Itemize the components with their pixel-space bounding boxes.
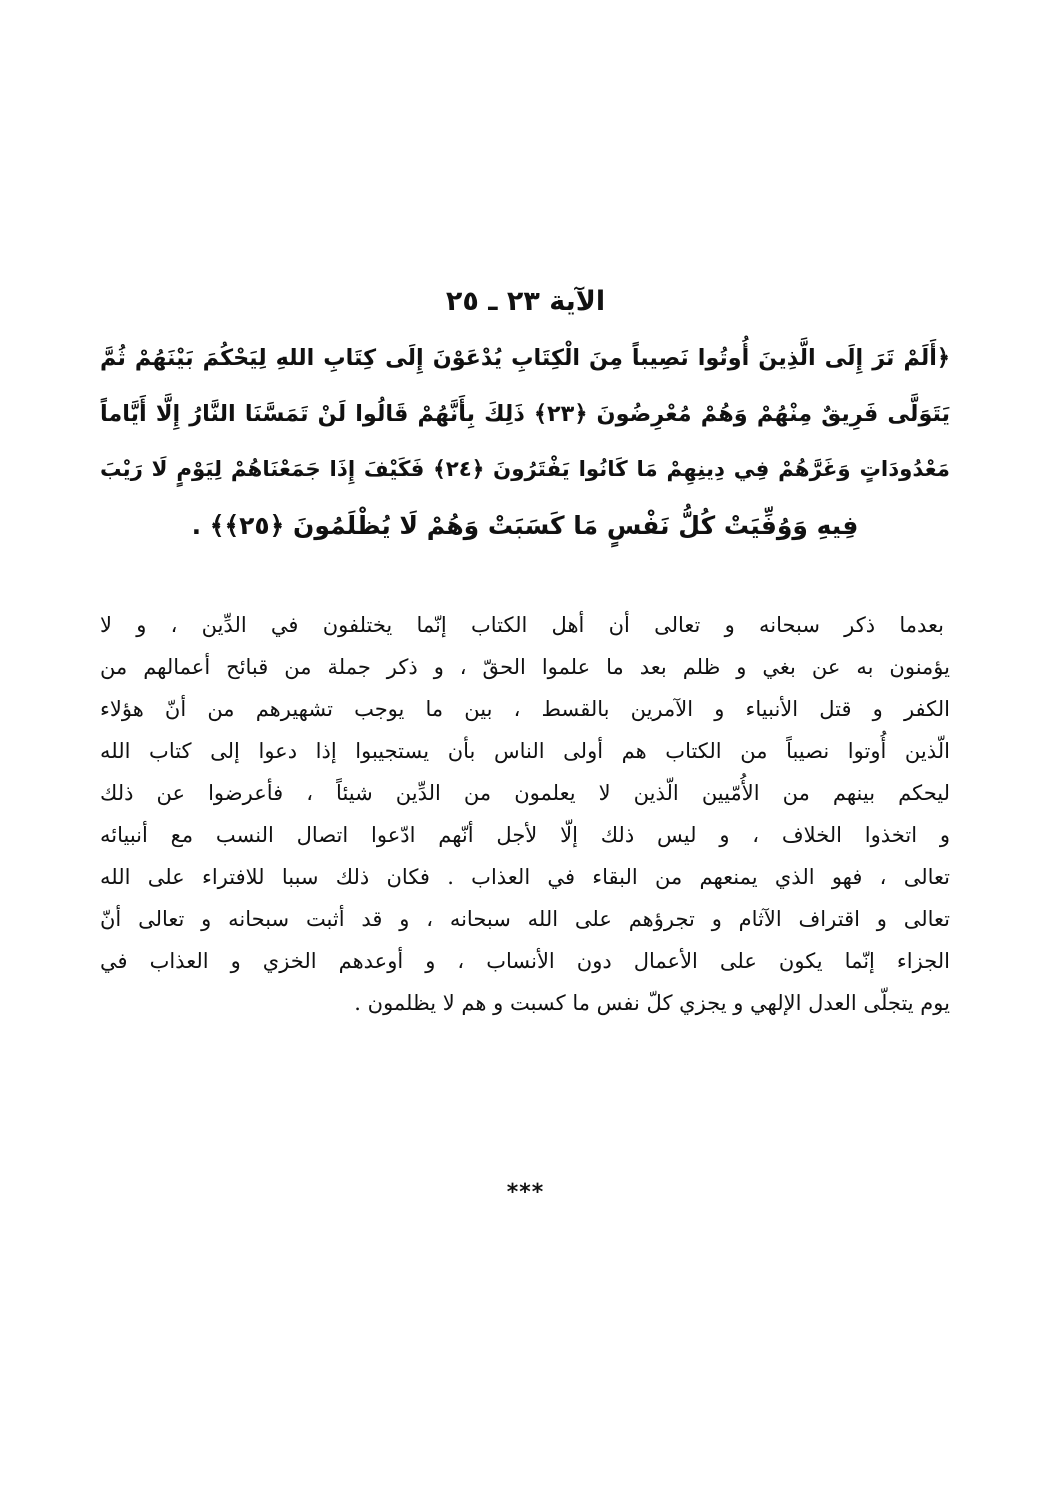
commentary-line: يؤمنون به عن بغي و ظلم بعد ما علموا الحقّ ، و ذكر جملة من قبائح أعمالهم من — [100, 655, 950, 679]
verse-line: ﴿أَلَمْ تَرَ إِلَى الَّذِينَ أُوتُوا نَصِيباً مِنَ الْكِتَابِ يُدْعَوْنَ إِلَى كِتَابِ اللهِ لِيَحْكُمَ بَيْنَهُمْ ثُمَّ — [100, 345, 950, 371]
commentary-line: بعدما ذكر سبحانه و تعالى أن أهل الكتاب إنّما يختلفون في الدِّين ، و لا — [100, 613, 944, 637]
commentary-line: تعالى ، فهو الذي يمنعهم من البقاء في العذاب . فكان ذلك سببا للافتراء على الله — [100, 865, 950, 889]
quran-verse-block — [100, 330, 950, 554]
commentary-line: الجزاء إنّما يكون على الأعمال دون الأنساب ، و أوعدهم الخزي و العذاب في — [100, 949, 950, 973]
verse-heading: الآية ٢٣ ـ ٢٥ — [445, 286, 606, 317]
verse-line: مَعْدُودَاتٍ وَغَرَّهُمْ فِي دِينِهِمْ مَا كَانُوا يَفْتَرُونَ ﴿٢٤﴾ فَكَيْفَ إِذَا جَمَعْنَاهُمْ لِيَوْمٍ لَا رَيْبَ — [100, 457, 950, 482]
commentary-line: الكفر و قتل الأنبياء و الآمرين بالقسط ، بين ما يوجب تشهيرهم من أنّ هؤلاء — [100, 697, 950, 721]
verse-line: يَتَوَلَّى فَرِيقٌ مِنْهُمْ وَهُمْ مُعْرِضُونَ ﴿٢٣﴾ ذَلِكَ بِأَنَّهُمْ قَالُوا لَنْ تَمَسَّنَا النَّارُ إِلَّا أَيَّاماً — [100, 401, 950, 427]
commentary-line: يوم يتجلّى العدل الإلهي و يجزي كلّ نفس ما كسبت و هم لا يظلمون . — [354, 991, 950, 1015]
commentary-line: تعالى و اقتراف الآثام و تجرؤهم على الله سبحانه ، و قد أثبت سبحانه و تعالى أنّ — [100, 907, 950, 931]
verse-line: فِيهِ وَوُفِّيَتْ كُلُّ نَفْسٍ مَا كَسَبَتْ وَهُمْ لَا يُظْلَمُونَ ﴿٢٥﴾﴾ . — [191, 511, 859, 540]
commentary-paragraph — [100, 604, 950, 1024]
commentary-line: الّذين أُوتوا نصيباً من الكتاب هم أولى الناس بأن يستجيبوا إذا دعوا إلى كتاب الله — [100, 739, 950, 763]
commentary-line: ليحكم بينهم من الأُمّيين الّذين لا يعلمون من الدِّين شيئاً ، فأعرضوا عن ذلك — [100, 781, 950, 805]
commentary-line: و اتخذوا الخلاف ، و ليس ذلك إلّا لأجل أنّهم ادّعوا اتصال النسب مع أنبيائه — [100, 823, 950, 847]
section-separator: *** — [506, 1180, 545, 1205]
